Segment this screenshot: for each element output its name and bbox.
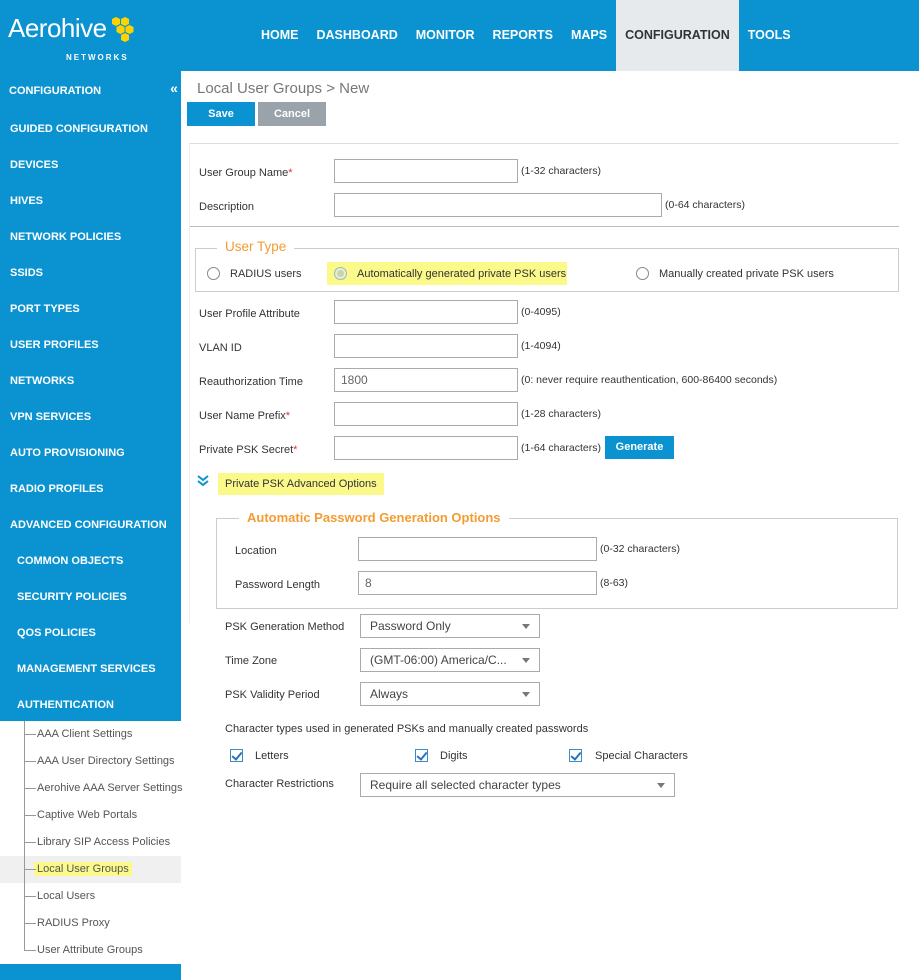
- location-hint: (0-32 characters): [600, 543, 680, 555]
- sidebar-item-authentication[interactable]: AUTHENTICATION: [17, 699, 114, 711]
- nav-monitor[interactable]: MONITOR: [415, 28, 475, 42]
- sidebar-item-radio-profiles[interactable]: RADIO PROFILES: [10, 483, 104, 495]
- collapse-sidebar-icon[interactable]: «: [170, 80, 178, 96]
- sidebar-item-security-policies[interactable]: SECURITY POLICIES: [17, 591, 127, 603]
- sidebar-item-network-policies[interactable]: NETWORK POLICIES: [10, 231, 122, 243]
- generate-button[interactable]: Generate: [605, 436, 674, 459]
- reauth-time-hint: (0: never require reauthentication, 600-86400 seconds): [521, 374, 778, 386]
- radio-auto-psk-users[interactable]: [334, 267, 347, 280]
- tree-item-local-user-groups[interactable]: [0, 856, 181, 883]
- sidebar-item-cutoff: [0, 964, 181, 980]
- tree-item-aaa-user-directory-settings[interactable]: [24, 748, 181, 775]
- description-input[interactable]: [334, 193, 662, 217]
- vlan-id-input[interactable]: [334, 334, 518, 358]
- profile-attribute-label: User Profile Attribute: [199, 308, 300, 320]
- sidebar-header[interactable]: CONFIGURATION: [9, 85, 102, 97]
- char-types-text: Character types used in generated PSKs and manually created passwords: [225, 723, 589, 735]
- digits-label: Digits: [440, 750, 468, 762]
- name-prefix-hint: (1-28 characters): [521, 408, 601, 420]
- sidebar: [0, 71, 181, 980]
- char-restrictions-select[interactable]: [360, 773, 675, 797]
- group-name-label: User Group Name*: [199, 167, 293, 179]
- psk-validity-select[interactable]: [360, 682, 540, 706]
- manual-psk-users-label: Manually created private PSK users: [659, 268, 834, 280]
- letters-label: Letters: [255, 750, 289, 762]
- logo-sub-text: NETWORKS: [66, 53, 129, 62]
- save-button[interactable]: Save: [187, 102, 255, 126]
- password-length-hint: (8-63): [600, 577, 629, 589]
- select-value: Require all selected character types: [370, 778, 561, 792]
- sidebar-item-vpn-services[interactable]: VPN SERVICES: [10, 411, 92, 423]
- tree-item-radius-proxy[interactable]: [24, 910, 181, 937]
- psk-secret-input[interactable]: [334, 436, 518, 460]
- location-input[interactable]: [358, 537, 597, 561]
- vlan-id-hint: (1-4094): [521, 340, 561, 352]
- top-header: [0, 0, 919, 71]
- psk-secret-hint: (1-64 characters): [521, 442, 601, 454]
- name-prefix-label: User Name Prefix*: [199, 410, 291, 422]
- name-prefix-input[interactable]: [334, 402, 518, 426]
- nav-dashboard[interactable]: DASHBOARD: [316, 28, 398, 42]
- select-value: (GMT-06:00) America/C...: [370, 653, 507, 667]
- sidebar-item-advanced-configuration[interactable]: ADVANCED CONFIGURATION: [10, 519, 167, 531]
- logo-hexagons-icon: [108, 16, 134, 42]
- chevron-down-icon: [522, 692, 530, 697]
- psk-secret-label: Private PSK Secret*: [199, 444, 298, 456]
- time-zone-select[interactable]: [360, 648, 540, 672]
- tree-item-user-attribute-groups[interactable]: [24, 937, 181, 964]
- description-label: Description: [199, 201, 255, 213]
- nav-tools[interactable]: TOOLS: [747, 28, 791, 42]
- tree-item-label: User Attribute Groups: [37, 944, 143, 956]
- sidebar-item-networks[interactable]: NETWORKS: [10, 375, 75, 387]
- select-value: Always: [370, 687, 409, 701]
- tree-item-label: Library SIP Access Policies: [37, 836, 171, 848]
- select-value: Password Only: [370, 619, 451, 633]
- sidebar-item-hives[interactable]: HIVES: [10, 195, 44, 207]
- sidebar-item-common-objects[interactable]: COMMON OBJECTS: [17, 555, 124, 567]
- auto-password-box: [216, 518, 898, 609]
- tree-item-aaa-client-settings[interactable]: [24, 721, 181, 748]
- tree-item-label: RADIUS Proxy: [37, 917, 110, 929]
- profile-attribute-hint: (0-4095): [521, 306, 561, 318]
- char-restrictions-label: Character Restrictions: [225, 778, 334, 790]
- tree-item-label: Captive Web Portals: [37, 809, 138, 821]
- tree-item-label: Local User Groups: [34, 862, 132, 876]
- password-length-label: Password Length: [235, 579, 320, 591]
- psk-method-select[interactable]: [360, 614, 540, 638]
- user-type-legend: User Type: [217, 239, 294, 254]
- reauth-time-input[interactable]: [334, 368, 518, 392]
- nav-maps[interactable]: MAPS: [570, 28, 608, 42]
- cancel-button[interactable]: Cancel: [258, 102, 326, 126]
- main-content: [181, 71, 919, 980]
- divider: [190, 226, 899, 227]
- nav-home[interactable]: HOME: [261, 28, 299, 42]
- tree-item-aerohive-aaa-server-settings[interactable]: [24, 775, 181, 802]
- auto-psk-users-label: Automatically generated private PSK users: [357, 268, 567, 280]
- radius-users-label: RADIUS users: [230, 268, 302, 280]
- digits-checkbox[interactable]: [415, 749, 428, 762]
- psk-validity-label: PSK Validity Period: [225, 689, 320, 701]
- nav-reports[interactable]: REPORTS: [492, 28, 553, 42]
- sidebar-item-qos-policies[interactable]: QOS POLICIES: [17, 627, 96, 639]
- vlan-id-label: VLAN ID: [199, 342, 242, 354]
- special-characters-label: Special Characters: [595, 750, 688, 762]
- sidebar-item-management-services[interactable]: MANAGEMENT SERVICES: [17, 663, 156, 675]
- password-length-input[interactable]: [358, 571, 597, 595]
- chevron-down-icon: [522, 624, 530, 629]
- chevron-down-icon[interactable]: [197, 475, 209, 488]
- tree-item-label: AAA Client Settings: [37, 728, 133, 740]
- time-zone-label: Time Zone: [225, 655, 278, 667]
- location-label: Location: [235, 545, 277, 557]
- sidebar-item-port-types[interactable]: PORT TYPES: [10, 303, 80, 315]
- tree-item-library-sip-access-policies[interactable]: [24, 829, 181, 856]
- authentication-tree: [0, 721, 181, 964]
- tree-item-captive-web-portals[interactable]: [24, 802, 181, 829]
- chevron-down-icon: [522, 658, 530, 663]
- logo-brand-text: Aerohive: [8, 13, 107, 43]
- letters-checkbox[interactable]: [230, 749, 243, 762]
- main-nav: [252, 0, 800, 71]
- tree-item-label: Local Users: [37, 890, 96, 902]
- nav-configuration[interactable]: CONFIGURATION: [616, 0, 739, 71]
- special-characters-checkbox[interactable]: [569, 749, 582, 762]
- sidebar-item-user-profiles[interactable]: USER PROFILES: [10, 339, 99, 351]
- sidebar-item-ssids[interactable]: SSIDS: [10, 267, 44, 279]
- sidebar-item-guided-configuration[interactable]: GUIDED CONFIGURATION: [10, 123, 148, 135]
- group-name-input[interactable]: [334, 159, 518, 183]
- tree-item-label: AAA User Directory Settings: [37, 755, 175, 767]
- tree-item-local-users[interactable]: [24, 883, 181, 910]
- group-name-hint: (1-32 characters): [521, 165, 601, 177]
- sidebar-item-auto-provisioning[interactable]: AUTO PROVISIONING: [10, 447, 125, 459]
- breadcrumb: Local User Groups > New: [197, 80, 370, 97]
- profile-attribute-input[interactable]: [334, 300, 518, 324]
- advanced-options-toggle[interactable]: Private PSK Advanced Options: [225, 478, 377, 490]
- reauth-time-label: Reauthorization Time: [199, 376, 303, 388]
- chevron-down-icon: [657, 783, 665, 788]
- sidebar-item-devices[interactable]: DEVICES: [10, 159, 59, 171]
- psk-method-label: PSK Generation Method: [225, 621, 345, 633]
- auto-password-legend: Automatic Password Generation Options: [239, 510, 509, 525]
- tree-item-label: Aerohive AAA Server Settings: [37, 782, 183, 794]
- description-hint: (0-64 characters): [665, 199, 745, 211]
- radio-manual-psk-users[interactable]: [636, 267, 649, 280]
- aerohive-logo[interactable]: [8, 13, 129, 62]
- radio-radius-users[interactable]: [207, 267, 220, 280]
